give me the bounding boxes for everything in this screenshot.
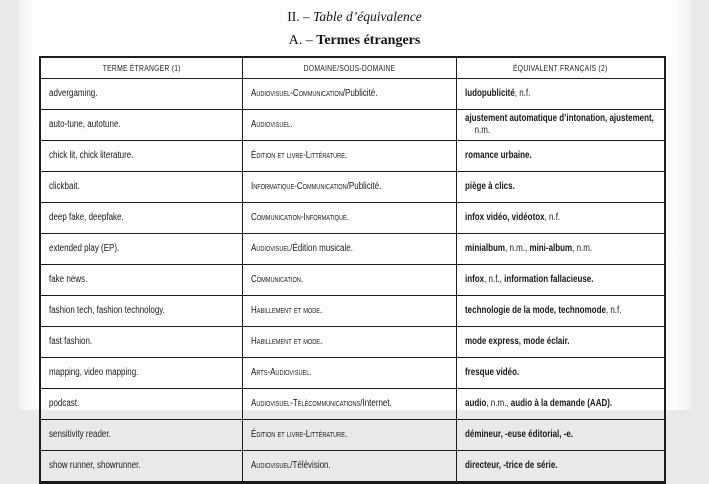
domain-cell: Audiovisuel/Télévision.: [243, 451, 457, 483]
domain-cell: Arts-Audiovisuel.: [243, 358, 457, 389]
equivalent-cell: démineur, -euse éditorial, -e.: [457, 420, 665, 451]
term-cell: mapping, video mapping.: [40, 358, 243, 389]
equivalent-cell: romance urbaine.: [457, 141, 665, 172]
term-cell: deep fake, deepfake.: [40, 203, 243, 234]
table-row: [40, 234, 665, 265]
section-subtitle-letter: A. –: [288, 33, 317, 48]
column-header-french-equivalent: ÉQUIVALENT FRANÇAIS (2): [457, 57, 665, 79]
page-title: [19, 0, 691, 25]
equivalent-cell: audio, n.m., audio à la demande (AAD).: [457, 389, 665, 420]
equivalent-cell: mode express, mode éclair.: [457, 327, 665, 358]
domain-cell: Habillement et mode.: [243, 296, 457, 327]
table-row: [40, 79, 665, 110]
table-row: [40, 389, 665, 420]
domain-cell: Audiovisuel-Télécommunications/Internet.: [243, 389, 457, 420]
domain-cell: Édition et livre-Littérature.: [243, 141, 457, 172]
domain-cell: Communication-Informatique.: [243, 203, 457, 234]
equivalent-cell: minialbum, n.m., mini-album, n.m.: [457, 234, 665, 265]
equivalent-cell: piège à clics.: [457, 172, 665, 203]
equivalent-cell: infox, n.f., information fallacieuse.: [457, 265, 665, 296]
term-cell: advergaming.: [40, 79, 243, 110]
domain-cell: Informatique-Communication/Publicité.: [243, 172, 457, 203]
equivalent-cell: fresque vidéo.: [457, 358, 665, 389]
column-header-domain: DOMAINE/SOUS-DOMAINE: [243, 57, 457, 79]
equivalent-cell: technologie de la mode, technomode, n.f.: [457, 296, 665, 327]
domain-cell: Édition et livre-Littérature.: [243, 420, 457, 451]
term-cell: sensitivity reader.: [40, 420, 243, 451]
equivalent-cell: infox vidéo, vidéotox, n.f.: [457, 203, 665, 234]
document-page: [19, 0, 691, 471]
domain-cell: Audiovisuel/Édition musicale.: [243, 234, 457, 265]
table-row: [40, 358, 665, 389]
term-cell: fake news.: [40, 265, 243, 296]
equivalent-cell: ajustement automatique d’intonation, ajustement, n.m.: [457, 110, 665, 141]
table-row: [40, 451, 665, 483]
page-title-text: Table d’équivalence: [313, 9, 422, 24]
table-header-row: [40, 57, 665, 79]
term-cell: extended play (EP).: [40, 234, 243, 265]
term-cell: auto-tune, autotune.: [40, 110, 243, 141]
term-cell: chick lit, chick literature.: [40, 141, 243, 172]
section-subtitle-text: Termes étrangers: [316, 33, 421, 48]
page-title-numeral: II. –: [287, 9, 314, 24]
term-cell: fashion tech, fashion technology.: [40, 296, 243, 327]
equivalent-cell: ludopublicité, n.f.: [457, 79, 665, 110]
table-row: [40, 203, 665, 234]
domain-cell: Habillement et mode.: [243, 327, 457, 358]
domain-cell: Audiovisuel.: [243, 110, 457, 141]
domain-cell: Audiovisuel-Communication/Publicité.: [243, 79, 457, 110]
table-row: [40, 141, 665, 172]
term-cell: podcast.: [40, 389, 243, 420]
table-row: [40, 327, 665, 358]
section-subtitle: [19, 33, 691, 49]
equivalent-cell: directeur, -trice de série.: [457, 451, 665, 483]
table-row: [40, 265, 665, 296]
term-cell: show runner, showrunner.: [40, 451, 243, 483]
table-row: [40, 420, 665, 451]
table-row: [40, 172, 665, 203]
term-cell: clickbait.: [40, 172, 243, 203]
column-header-foreign-term: TERME ÉTRANGER (1): [40, 57, 243, 79]
domain-cell: Communication.: [243, 265, 457, 296]
table-row: [40, 296, 665, 327]
equivalence-table: [39, 56, 666, 484]
table-row: [40, 110, 665, 141]
term-cell: fast fashion.: [40, 327, 243, 358]
